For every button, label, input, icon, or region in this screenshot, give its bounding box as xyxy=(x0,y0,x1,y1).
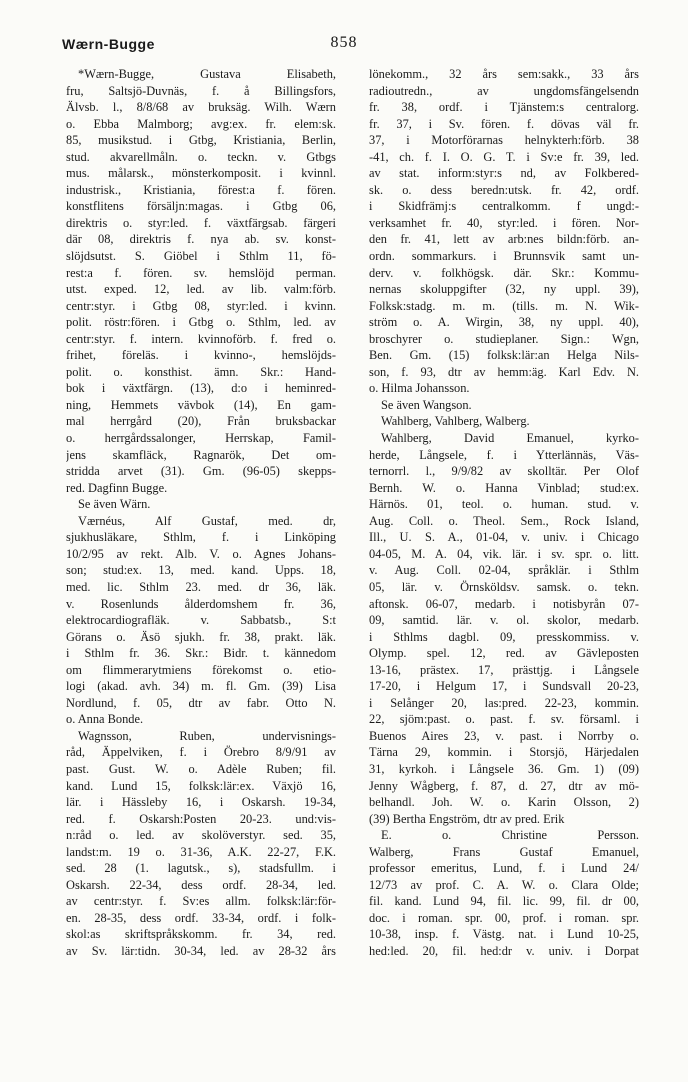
text-line: Olymp. spel. 12, red. av Gävleposten xyxy=(369,646,639,661)
text-line: son; stud:ex. 13, med. kand. Upps. 18, xyxy=(66,563,336,578)
text-line: direktris o. styr:led. f. växtfärgsab. färgeri xyxy=(66,215,336,230)
text-line: 04-05, M. A. 04, vik. lär. i sv. spr. o. litt. xyxy=(369,546,639,561)
text-line: fru, Saltsjö-Duvnäs, f. å Billingsfors, xyxy=(66,83,336,98)
text-line: red. Dagfinn Bugge. xyxy=(66,480,168,495)
text-line: Ben. Gm. (15) folksk:lär:an Helga Nils- xyxy=(369,348,639,363)
text-line: doc. i roman. spr. 00, prof. i roman. spr. xyxy=(369,910,639,925)
text-line: verksamhet fr. 40, styr:led. i fören. Nor- xyxy=(369,215,639,230)
text-line: herde, Långsele, f. i Ytterlännäs, Väs- xyxy=(369,447,639,462)
text-line: lär. i Hässleby 16, i Oskarsh. 19-34, xyxy=(66,795,336,810)
text-line: 05, lär. v. Örnsköldsv. samsk. o. tekn. xyxy=(369,579,639,594)
text-line: Aug. Coll. o. Theol. Sem., Rock Island, xyxy=(369,513,639,528)
text-line: i Selånger 20, las:pred. 22-23, kommin. xyxy=(369,695,639,710)
text-line: ström o. A. Wirgin, 38, ny uppl. 40), xyxy=(369,315,639,330)
text-line: o. Hilma Johansson. xyxy=(369,381,470,396)
text-line: kand. Lund 15, folksk:lär:ex. Växjö 16, xyxy=(66,778,336,793)
text-line: fr. 37, i Sv. fören. f. dövas väl fr. xyxy=(369,116,639,131)
text-line: Tärna 29, kommin. i Storsjö, Härjedalen xyxy=(369,745,639,760)
text-line: den fr. 41, lett av arb:nes bildn:förb. an- xyxy=(369,232,639,247)
text-line: centr:styr. i Gtbg 08, styr:led. i kvinn. xyxy=(66,298,336,313)
text-line: belhandl. Joh. W. o. Karin Olsson, 2) xyxy=(369,795,639,810)
text-line: ternorrl. l., 9/9/82 av skolltär. Per Olof xyxy=(369,464,639,479)
text-line: Härnös. 01, teol. o. human. stud. v. xyxy=(369,497,639,512)
text-line: mus. målarsk., mönsterkomposit. i kvinnl. xyxy=(66,166,336,181)
text-line: centr:styr. f. intern. kvinnoförb. f. fred o. xyxy=(66,331,336,346)
text-line: 09, samtid. lär. v. ol. skolor, medarb. xyxy=(369,613,639,628)
text-line: polit. röstr:fören. i Gtbg o. Sthlm, led. av xyxy=(66,315,336,330)
right-column xyxy=(369,66,639,960)
text-line: Værnéus, Alf Gustaf, med. dr, xyxy=(78,513,336,528)
text-line: o. Anna Bonde. xyxy=(66,712,144,727)
text-line: slöjdsutst. S. Giöbel i Sthlm 11, fö- xyxy=(66,249,336,264)
text-line: om flimmerarytmiens förekomst o. etio- xyxy=(66,662,336,677)
text-line: past. Gust. W. o. Adèle Ruben; fil. xyxy=(66,761,336,776)
text-line: nernas skoluppgifter (32, ny uppl. 39), xyxy=(369,282,639,297)
text-line: v. Aug. Coll. 02-04, språklär. i Sthlm xyxy=(369,563,639,578)
text-line: industrisk., Kristiania, förest:a f. fören. xyxy=(66,182,336,197)
running-head-title: Wærn-Bugge xyxy=(62,36,155,52)
text-line: sk. o. dess beredn:utsk. fr. 42, ordf. xyxy=(369,182,639,197)
text-line: 37, i Motorförarnas helnykterh:förb. 38 xyxy=(369,133,639,148)
text-line: Wagnsson, Ruben, undervisnings- xyxy=(78,728,336,743)
text-line: Görans o. Äsö sjukh. fr. 38, prakt. läk. xyxy=(66,629,336,644)
text-line: sjukhusläkare, Sthlm, f. i Linköping xyxy=(66,530,336,545)
text-line: Buenos Aires 23, v. past. i Norrby o. xyxy=(369,728,639,743)
text-line: Ill., U. S. A., 01-04, v. univ. i Chicago xyxy=(369,530,639,545)
text-line: E. o. Christine Persson. xyxy=(381,828,639,843)
text-line: *Wærn-Bugge, Gustava Elisabeth, xyxy=(78,67,336,81)
text-line: mal herrgård (20), Från bruksbackar xyxy=(66,414,336,429)
text-line: landst:m. 19 o. 31-36, A.K. 22-27, F.K. xyxy=(66,844,336,859)
text-line: radioutredn., av ungdomsfängelsendn xyxy=(369,83,639,98)
text-line: n:råd o. led. av skolöverstyr. sed. 35, xyxy=(66,828,336,843)
text-line: av Sv. lär:tidn. 30-34, led. av 28-32 års xyxy=(66,943,336,958)
text-line: i Sthlm fr. 36. Skr.: Bidr. t. kännedom xyxy=(66,646,336,661)
text-line: red. f. Oskarsh:Posten 20-23. und:vis- xyxy=(66,811,336,826)
text-line: konstflitens försäljn:magas. i Gtbg 06, xyxy=(66,199,336,214)
text-line: Walberg, Frans Gustaf Emanuel, xyxy=(369,844,639,859)
text-line: polit. o. konsthist. ämn. Skr.: Hand- xyxy=(66,364,336,379)
text-line: 17-20, i Helgum 17, i Sundsvall 20-23, xyxy=(369,679,639,694)
text-line: frihet, föreläs. i kvinno-, hemslöjds- xyxy=(66,348,336,363)
text-line: bok i växtfärgn. (13), d:o i heminred- xyxy=(66,381,336,396)
text-line: i Skidfrämj:s centralkomm. f ungd:- xyxy=(369,199,639,214)
text-line: jens skamfläck, Ragnarök, Det om- xyxy=(66,447,336,462)
text-line: fil. kand. Lund 94, fil. lic. 99, fil. dr 00, xyxy=(369,894,639,909)
text-line: utst. exped. 12, led. av lib. valm:förb. xyxy=(66,282,336,297)
text-line: stridda arvet (31). Gm. (96-05) skepps- xyxy=(66,464,336,479)
text-line: Älvsb. l., 8/8/68 av bruksäg. Wilh. Wærn xyxy=(66,100,336,115)
text-line: son, f. 93, dtr av hemm:äg. Karl Edv. N. xyxy=(369,364,639,379)
text-line: skol:as skriftspråkskomm. fr. 34, red. xyxy=(66,927,336,942)
text-line: o. herrgårdssalonger, Herrskap, Famil- xyxy=(66,431,336,446)
text-line: en. 28-35, dess ordf. 33-34, ordf. i folk- xyxy=(66,910,336,925)
text-line: v. Rosenlunds ålderdomshem fr. 36, xyxy=(66,596,336,611)
text-line: Folksk:stadg. m. m. (tills. m. N. Wik- xyxy=(369,298,639,313)
text-line: 85, musikstud. i Gtbg, Kristiania, Berlin, xyxy=(66,133,336,148)
text-line: Jenny Wågberg, f. 87, d. 27, dtr av mö- xyxy=(369,778,639,793)
text-line: där 08, direktris f. nya ab. sv. konst- xyxy=(66,232,336,247)
text-line: Se även Wärn. xyxy=(78,497,151,512)
text-line: av centr:styr. f. Sv:es allm. folksk:lär:för- xyxy=(66,894,336,909)
text-line: stud. akvarellmåln. o. teckn. v. Gtbgs xyxy=(66,149,336,164)
text-line: rest:a f. fören. sv. hemslöjd perman. xyxy=(66,265,336,280)
text-line: logi (akad. avh. 34) m. fl. Gm. (39) Lisa xyxy=(66,679,336,694)
text-line: Se även Wangson. xyxy=(381,397,472,412)
text-line: i Sthlms dagbl. 09, presskommiss. v. xyxy=(369,629,639,644)
text-line: aftonsk. 06-07, medarb. i notisbyrån 07- xyxy=(369,596,639,611)
text-line: sed. 28 (1. lagutsk., s), stadsfullm. i xyxy=(66,861,336,876)
text-line: (39) Bertha Engström, dtr av pred. Erik xyxy=(369,811,565,826)
text-line: ordn. sommarkurs. i Brunnsvik samt un- xyxy=(369,249,639,264)
page-number: 858 xyxy=(330,34,358,51)
text-line: 13-16, prästex. 17, prästtjg. i Långsele xyxy=(369,662,639,677)
text-line: Bernh. W. o. Hanna Vinblad; stud:ex. xyxy=(369,480,639,495)
text-line: 31, kyrkoh. i Långsele 36. Gm. 1) (09) xyxy=(369,761,639,776)
left-column xyxy=(66,66,336,960)
text-line: ning, Hemmets vävbok (14), En gam- xyxy=(66,397,336,412)
text-line: -41, ch. f. I. O. G. T. i Sv:e fr. 39, led. xyxy=(369,149,639,164)
text-line: Wahlberg, David Emanuel, kyrko- xyxy=(381,431,639,446)
text-line: Oskarsh. 22-34, dess ordf. 28-34, led. xyxy=(66,877,336,892)
text-line: 10/2/95 av rekt. Alb. V. o. Agnes Johans- xyxy=(66,546,336,561)
text-line: med. lic. Sthlm 23. med. dr 36, läk. xyxy=(66,579,336,594)
text-line: 22, sjöm:past. o. past. f. sv. församl. i xyxy=(369,712,639,727)
text-line: hed:led. 20, fil. hed:dr v. univ. i Dorpat xyxy=(369,943,639,958)
text-line: fr. 38, ordf. i Tjänstem:s centralorg. xyxy=(369,100,639,115)
text-line: Wahlberg, Vahlberg, Walberg. xyxy=(381,414,530,429)
text-line: professor emeritus, Lund, f. i Lund 24/ xyxy=(369,861,639,876)
running-head xyxy=(62,36,626,58)
text-line: o. Ebba Malmborg; avg:ex. fr. elem:sk. xyxy=(66,116,336,131)
text-line: Nordlund, f. 05, dtr av fabr. Otto N. xyxy=(66,695,336,710)
text-line: råd, Äppelviken, f. i Örebro 8/9/91 av xyxy=(66,745,336,760)
text-line: 12/73 av prof. C. A. W. o. Clara Olde; xyxy=(369,877,639,892)
text-line: 10-38, insp. f. Västg. nat. i Lund 10-25, xyxy=(369,927,639,942)
text-line: av stat. inform:styr:s nd, av Folkbered- xyxy=(369,166,639,181)
text-line: broschyrer o. studieplaner. Sign.: Wgn, xyxy=(369,331,639,346)
text-line: derv. v. folkhögsk. där. Skr.: Kommu- xyxy=(369,265,639,280)
text-line: elektrocardiografläk. v. Sabbatsb., S:t xyxy=(66,613,336,628)
text-line: lönekomm., 32 års sem:sakk., 33 års xyxy=(369,67,639,81)
